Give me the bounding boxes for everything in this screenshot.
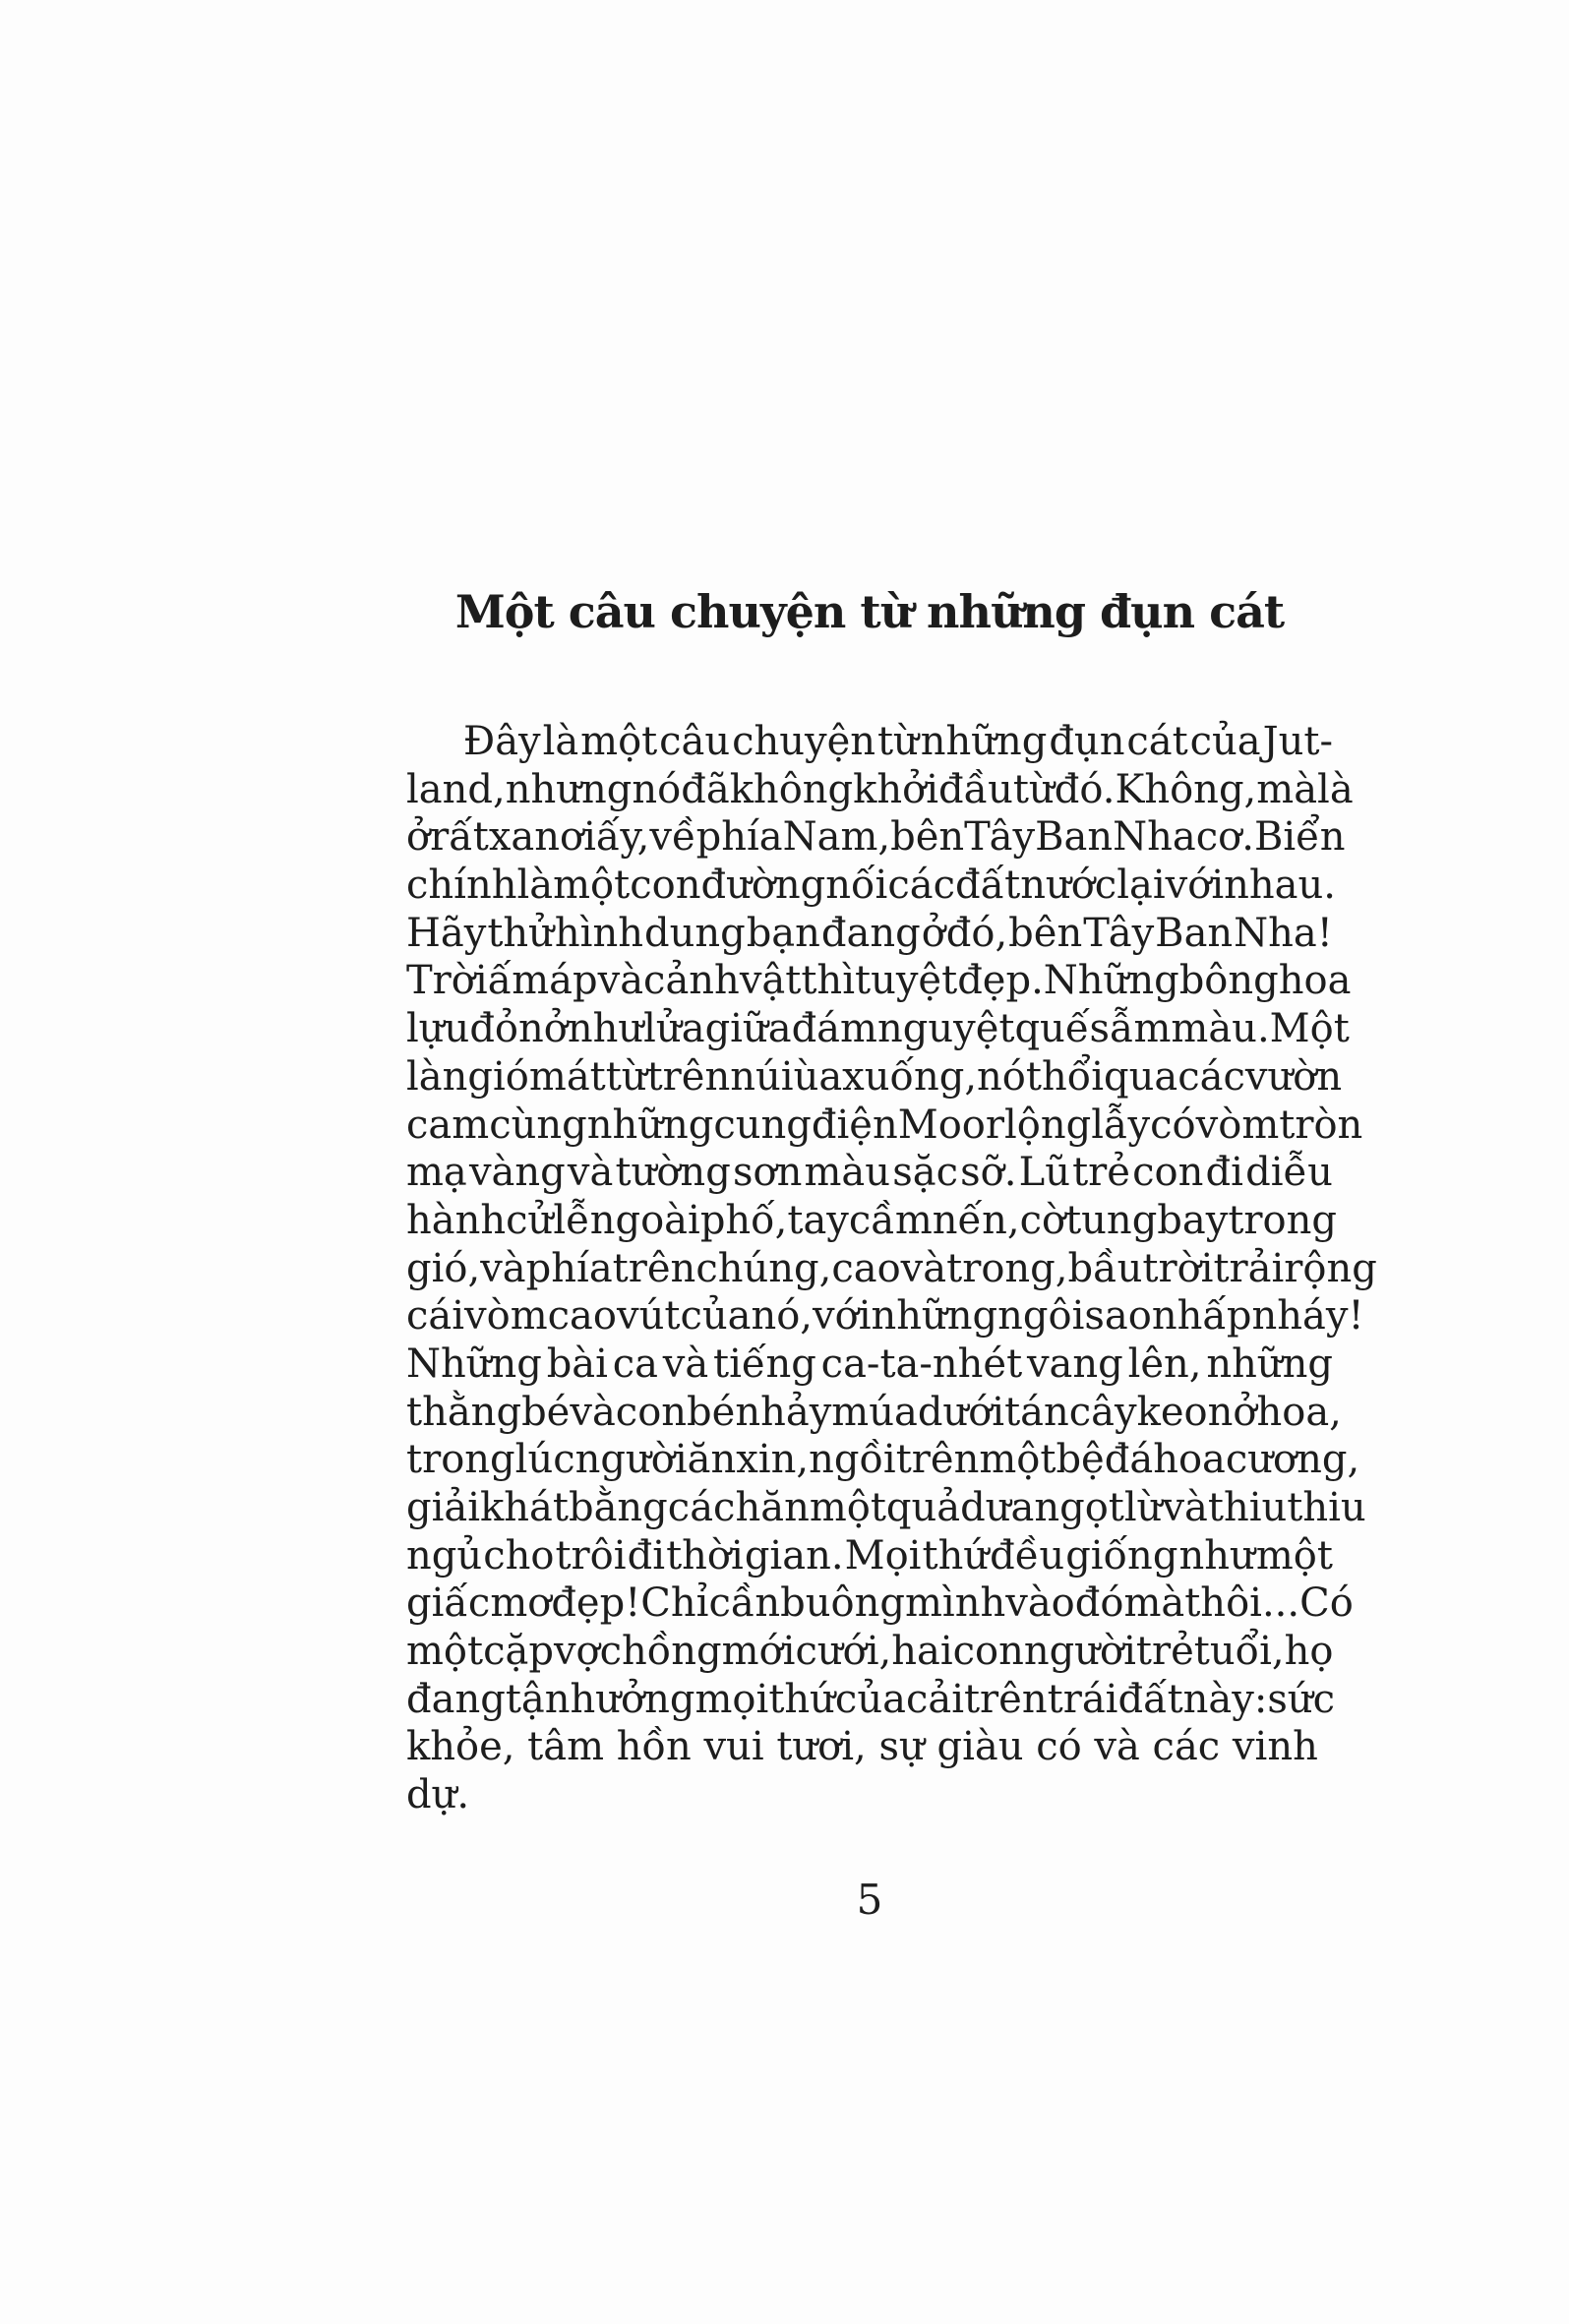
text-line: thằng bé và con bé nhảy múa dưới tán cây keo nở hoa, <box>406 1389 1342 1435</box>
text-line: làn gió mát từ trên núi ùa xuống, nó thổi qua các vườn <box>406 1053 1343 1100</box>
text-line: Hãy thử hình dung bạn đang ở đó, bên Tây Ban Nha! <box>406 910 1333 956</box>
text-line: chính là một con đường nối các đất nước lại với nhau. <box>406 863 1336 909</box>
text-line: trong lúc người ăn xin, ngồi trên một bệ đá hoa cương, <box>406 1437 1360 1483</box>
text-line: lựu đỏ nở như lửa giữa đám nguyệt quế sẫm màu. Một <box>406 1006 1350 1052</box>
text-line: Đây là một câu chuyện từ những đụn cát của Jut- <box>462 719 1333 764</box>
text-line: Những bài ca và tiếng ca-ta-nhét vang lên, những <box>406 1341 1333 1387</box>
chapter-title: Một câu chuyện từ những đụn cát <box>454 585 1285 638</box>
text-line: cái vòm cao vút của nó, với những ngôi sao nhấp nháy! <box>406 1293 1364 1340</box>
text-line: ở rất xa nơi ấy, về phía Nam, bên Tây Ban Nha cơ. Biển <box>406 814 1346 861</box>
text-line: giải khát bằng cách ăn một quả dưa ngọt lừ và thiu thiu <box>406 1485 1366 1530</box>
text-line: một cặp vợ chồng mới cưới, hai con người trẻ tuổi, họ <box>406 1629 1334 1675</box>
text-line: hành cử lễ ngoài phố, tay cầm nến, cờ tung bay trong <box>406 1197 1338 1243</box>
text-line: đang tận hưởng mọi thứ của cải trên trái đất này: sức <box>406 1676 1336 1722</box>
text-line: ngủ cho trôi đi thời gian. Mọi thứ đều giống như một <box>406 1532 1333 1579</box>
text-line: giấc mơ đẹp! Chỉ cần buông mình vào đó mà thôi... Có <box>406 1580 1354 1627</box>
text-line: land, nhưng nó đã không khởi đầu từ đó. Không, mà là <box>406 766 1354 812</box>
text-line: gió, và phía trên chúng, cao và trong, bầu trời trải rộng <box>406 1245 1377 1291</box>
paragraph <box>406 718 1377 1818</box>
text-line: khỏe, tâm hồn vui tươi, sự giàu có và các vinh dự. <box>406 1724 1318 1818</box>
text-line: mạ vàng và tường sơn màu sặc sỡ. Lũ trẻ con đi diễu <box>406 1150 1333 1196</box>
page-number: 5 <box>856 1876 883 1924</box>
text-line: cam cùng những cung điện Moor lộng lẫy có vòm tròn <box>406 1102 1363 1148</box>
text-line: Trời ấm áp và cảnh vật thì tuyệt đẹp. Những bông hoa <box>406 958 1352 1004</box>
